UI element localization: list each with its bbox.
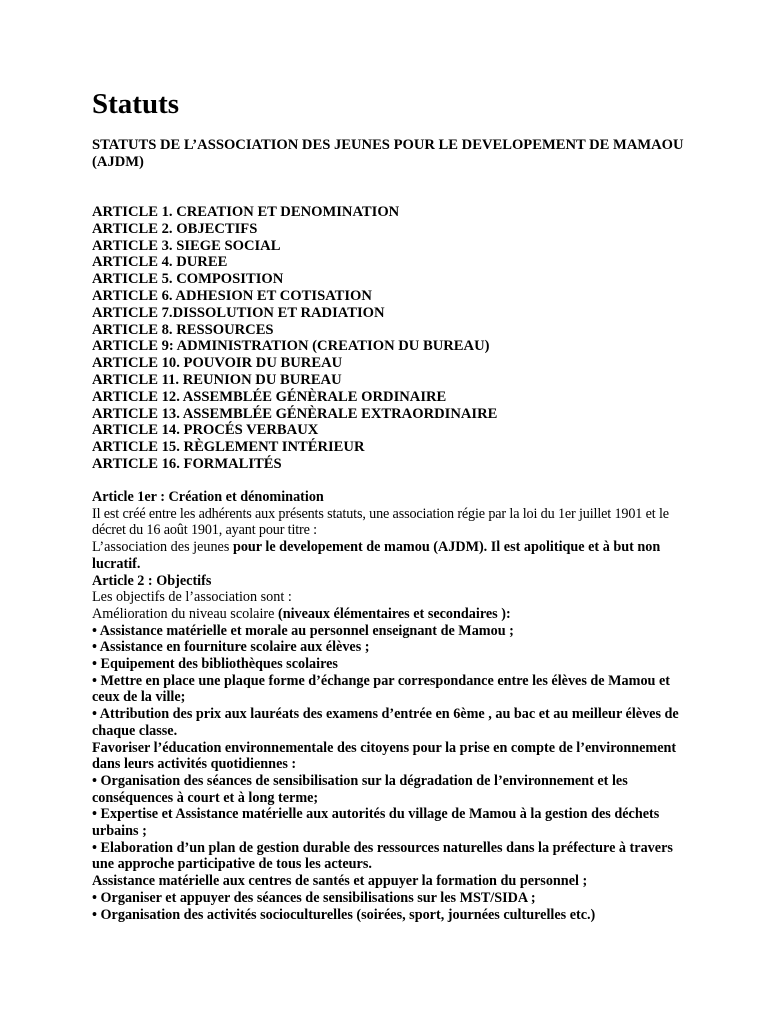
toc-item: ARTICLE 12. ASSEMBLÉE GÉNÈRALE ORDINAIRE <box>92 388 447 405</box>
page-title: Statuts <box>92 88 180 120</box>
toc-item: ARTICLE 3. SIEGE SOCIAL <box>92 237 281 254</box>
toc-item: ARTICLE 14. PROCÉS VERBAUX <box>92 422 319 439</box>
goal-1-bold: (niveaux élémentaires et secondaires ): <box>277 605 511 622</box>
goal-2-item: • Elaboration d’un plan de gestion durable des ressources naturelles dans la préfecture à travers une approche participative de tous les acteurs. <box>92 839 673 873</box>
goal-3-item: • Organiser et appuyer des séances de sensibilisations sur les MST/SIDA ; <box>92 889 536 906</box>
article-1-heading: Article 1er : Création et dénomination <box>92 489 324 505</box>
goal-3: Assistance matérielle aux centres de santés et appuyer la formation du personnel ; <box>92 873 588 890</box>
toc-item: ARTICLE 2. OBJECTIFS <box>92 220 258 237</box>
goal-1-lead: Amélioration du niveau scolaire <box>92 605 278 622</box>
article-1-bold: pour le developement de mamou (AJDM). Il est apolitique et à but non lucratif. <box>92 539 661 572</box>
toc-item: ARTICLE 15. RÈGLEMENT INTÉRIEUR <box>92 439 365 456</box>
goal-1-item: • Equipement des bibliothèques scolaires <box>92 656 338 673</box>
toc-item: ARTICLE 8. RESSOURCES <box>92 321 274 338</box>
goal-3-item: • Organisation des activités socioculturelles (soirées, sport, journées culturelles etc.) <box>92 906 596 923</box>
toc-item: ARTICLE 1. CREATION ET DENOMINATION <box>92 204 400 220</box>
toc-item: ARTICLE 5. COMPOSITION <box>92 271 284 288</box>
toc-item: ARTICLE 4. DUREE <box>92 254 228 271</box>
document-body <box>92 489 692 923</box>
goal-1-item: • Attribution des prix aux lauréats des examens d’entrée en 6ème , au bac et au meilleur élèves de chaque classe. <box>92 706 679 739</box>
toc-item: ARTICLE 10. POUVOIR DU BUREAU <box>92 355 343 372</box>
toc-item: ARTICLE 6. ADHESION ET COTISATION <box>92 287 372 304</box>
goal-1-item: • Assistance en fourniture scolaire aux élèves ; <box>92 639 370 656</box>
toc-item: ARTICLE 16. FORMALITÉS <box>92 455 282 472</box>
article-1-title-paragraph <box>92 539 692 572</box>
toc-item: ARTICLE 11. REUNION DU BUREAU <box>92 371 342 388</box>
toc-item: ARTICLE 7.DISSOLUTION ET RADIATION <box>92 304 385 321</box>
toc-item: ARTICLE 9: ADMINISTRATION (CREATION DU BUREAU) <box>92 338 490 355</box>
goal-2-item: • Expertise et Assistance matérielle aux autorités du village de Mamou à la gestion des déchets urbains ; <box>92 806 660 840</box>
article-2-heading: Article 2 : Objectifs <box>92 572 212 589</box>
article-1-text: Il est créé entre les adhérents aux présents statuts, une association régie par la loi du 1er juillet 1901 et le décret du 16 août 1901, ayant pour titre : <box>92 505 669 539</box>
document-subtitle: STATUTS DE L’ASSOCIATION DES JEUNES POUR LE DEVELOPEMENT DE MAMAOU (AJDM) <box>92 137 684 170</box>
article-1-lead: L’association des jeunes <box>92 539 233 556</box>
goal-2-item: • Organisation des séances de sensibilisation sur la dégradation de l’environnement et les conséquences à court et à long terme; <box>92 772 628 806</box>
table-of-contents <box>92 204 497 473</box>
toc-item: ARTICLE 13. ASSEMBLÉE GÉNÈRALE EXTRAORDINAIRE <box>92 405 498 422</box>
goal-1 <box>92 606 692 623</box>
goal-1-item: • Mettre en place une plaque forme d’échange par correspondance entre les élèves de Mamou et ceux de la ville; <box>92 672 671 706</box>
goal-1-item: • Assistance matérielle et morale au personnel enseignant de Mamou ; <box>92 622 514 639</box>
goal-2: Favoriser l’éducation environnementale des citoyens pour la prise en compte de l’environnement dans leurs activités quotidiennes : <box>92 739 677 773</box>
article-2-intro: Les objectifs de l’association sont : <box>92 589 292 606</box>
